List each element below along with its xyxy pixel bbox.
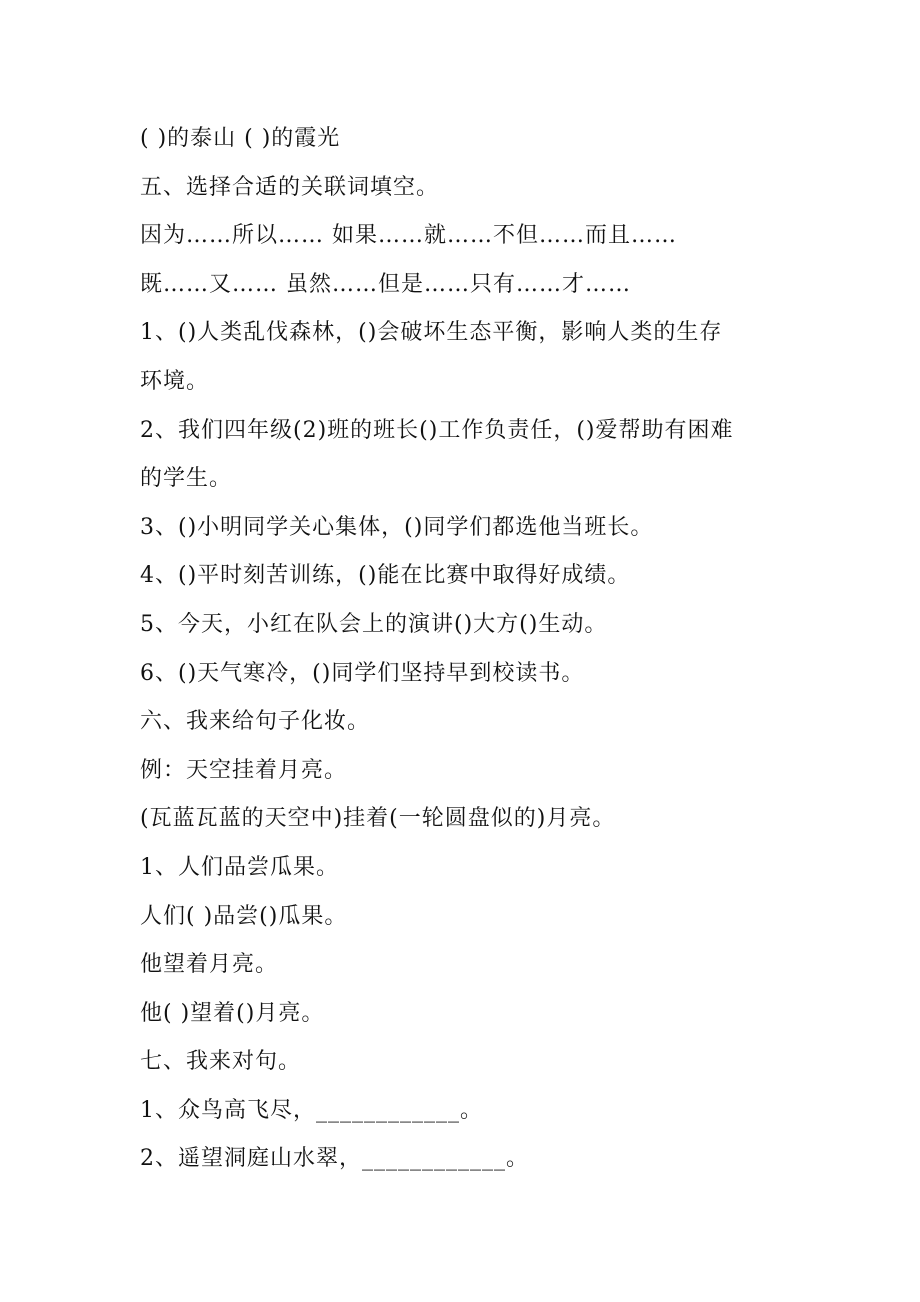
example-answer: (瓦蓝瓦蓝的天空中)挂着(一轮圆盘似的)月亮。 [140, 806, 616, 832]
conjunction-options-row-1: 因为……所以…… 如果……就……不但……而且…… [140, 223, 677, 249]
question-1-line-2: 环境。 [140, 368, 210, 394]
question-6: 6、()天气寒冷，()同学们坚持早到校读书。 [140, 660, 585, 686]
blank-fill-line-taishan: ( )的泰山 ( )的霞光 [140, 126, 341, 151]
sentence-2-blanks: 他( )望着()月亮。 [140, 1000, 325, 1026]
question-2-line-2: 的学生。 [140, 466, 233, 492]
example-sentence: 例：天空挂着月亮。 [140, 757, 348, 783]
conjunction-options-row-2: 既……又…… 虽然……但是……只有……才…… [140, 271, 631, 297]
sentence-1-blanks: 人们( )品尝()瓜果。 [140, 903, 348, 929]
question-3: 3、()小明同学关心集体，()同学们都选他当班长。 [140, 514, 654, 540]
document-body [140, 115, 860, 1184]
question-1-line-1: 1、()人类乱伐森林，()会破坏生态平衡，影响人类的生存 [140, 320, 723, 346]
couplet-2: 2、遥望洞庭山水翠，____________。 [140, 1146, 529, 1172]
section-seven-heading: 七、我来对句。 [140, 1049, 302, 1075]
question-2-line-1: 2、我们四年级(2)班的班长()工作负责任，()爱帮助有困难 [140, 417, 734, 443]
sentence-2: 他望着月亮。 [140, 952, 279, 978]
section-six-heading: 六、我来给句子化妆。 [140, 709, 371, 735]
question-4: 4、()平时刻苦训练，()能在比赛中取得好成绩。 [140, 563, 631, 589]
section-five-heading: 五、选择合适的关联词填空。 [140, 174, 440, 200]
sentence-1: 1、人们品尝瓜果。 [140, 854, 339, 880]
question-5: 5、今天，小红在队会上的演讲()大方()生动。 [140, 611, 608, 637]
couplet-1: 1、众鸟高飞尽，____________。 [140, 1097, 483, 1123]
